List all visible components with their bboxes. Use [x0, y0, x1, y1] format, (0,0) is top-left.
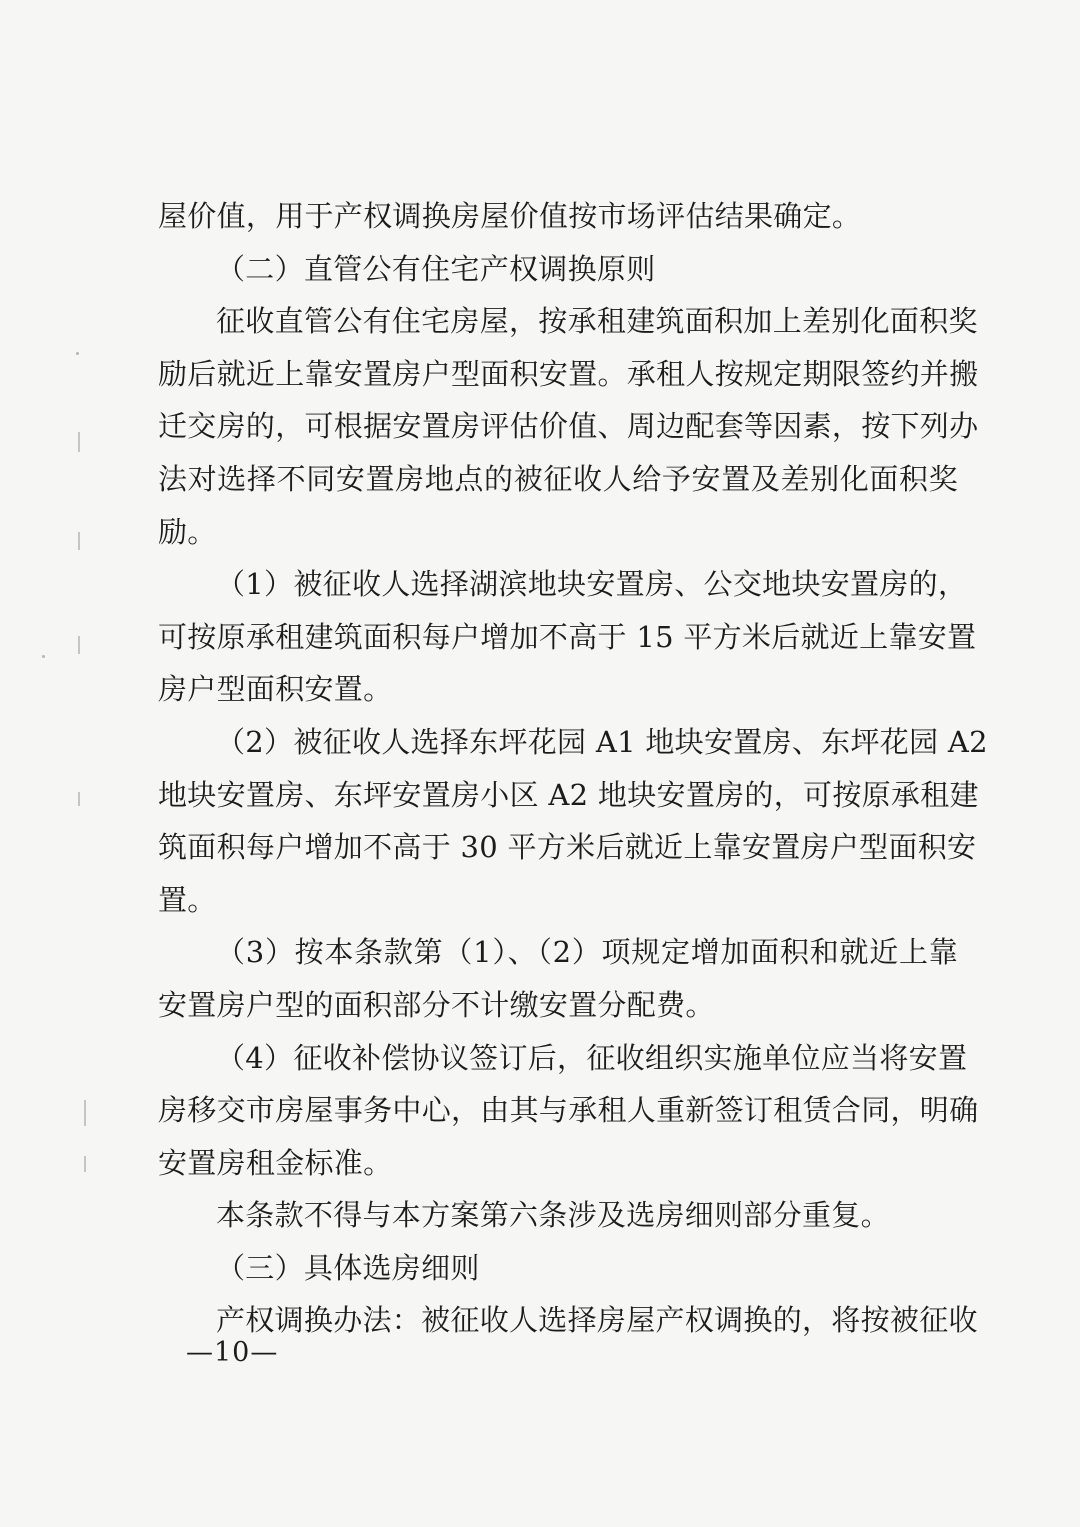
body-text [158, 190, 988, 1347]
text-line: 安置房租金标准。 [158, 1145, 393, 1180]
text-line: 励后就近上靠安置房户型面积安置。承租人按规定期限签约并搬 [158, 356, 979, 391]
text-line: 产权调换办法：被征收人选择房屋产权调换的，将按被征收 [216, 1303, 978, 1338]
text-line: 迁交房的，可根据安置房评估价值、周边配套等因素，按下列办 [158, 409, 979, 444]
scan-mark-decoration [84, 1156, 86, 1172]
text-line: 征收直管公有住宅房屋，按承租建筑面积加上差别化面积奖 [216, 304, 978, 339]
text-line: 屋价值，用于产权调换房屋价值按市场评估结果确定。 [158, 199, 862, 233]
text-line: 房户型面积安置。 [158, 672, 393, 707]
text-line: （4）征收补偿协议签订后，征收组织实施单位应当将安置 [216, 1040, 968, 1075]
scan-dot-decoration [42, 655, 45, 658]
text-line: 本条款不得与本方案第六条涉及选房细则部分重复。 [216, 1198, 890, 1233]
section-heading: （三）具体选房细则 [216, 1250, 480, 1285]
text-line: （1）被征收人选择湖滨地块安置房、公交地块安置房的， [216, 567, 968, 602]
scan-mark-decoration [78, 792, 80, 806]
section-heading: （二）直管公有住宅产权调换原则 [216, 251, 656, 286]
scan-mark-decoration [78, 432, 80, 452]
scan-mark-decoration [84, 1100, 86, 1126]
text-line: 可按原承租建筑面积每户增加不高于 15 平方米后就近上靠安置 [158, 619, 977, 654]
text-line: 地块安置房、东坪安置房小区 A2 地块安置房的，可按原承租建 [158, 777, 979, 812]
text-line: 法对选择不同安置房地点的被征收人给予安置及差别化面积奖 [158, 461, 958, 496]
scan-mark-decoration [78, 636, 80, 654]
text-line: （2）被征收人选择东坪花园 A1 地块安置房、东坪花园 A2 [216, 724, 988, 759]
page-number: —10— [186, 1337, 279, 1368]
scan-dot-decoration [76, 352, 79, 355]
scan-mark-decoration [78, 532, 80, 550]
text-line: 置。 [158, 882, 217, 917]
text-line: 房移交市房屋事务中心，由其与承租人重新签订租赁合同，明确 [158, 1093, 979, 1128]
text-line: 安置房户型的面积部分不计缴安置分配费。 [158, 987, 715, 1022]
text-line: 筑面积每户增加不高于 30 平方米后就近上靠安置房户型面积安 [158, 830, 977, 865]
text-line: （3）按本条款第（1）、（2）项规定增加面积和就近上靠 [216, 935, 958, 970]
text-line: 励。 [158, 514, 217, 549]
